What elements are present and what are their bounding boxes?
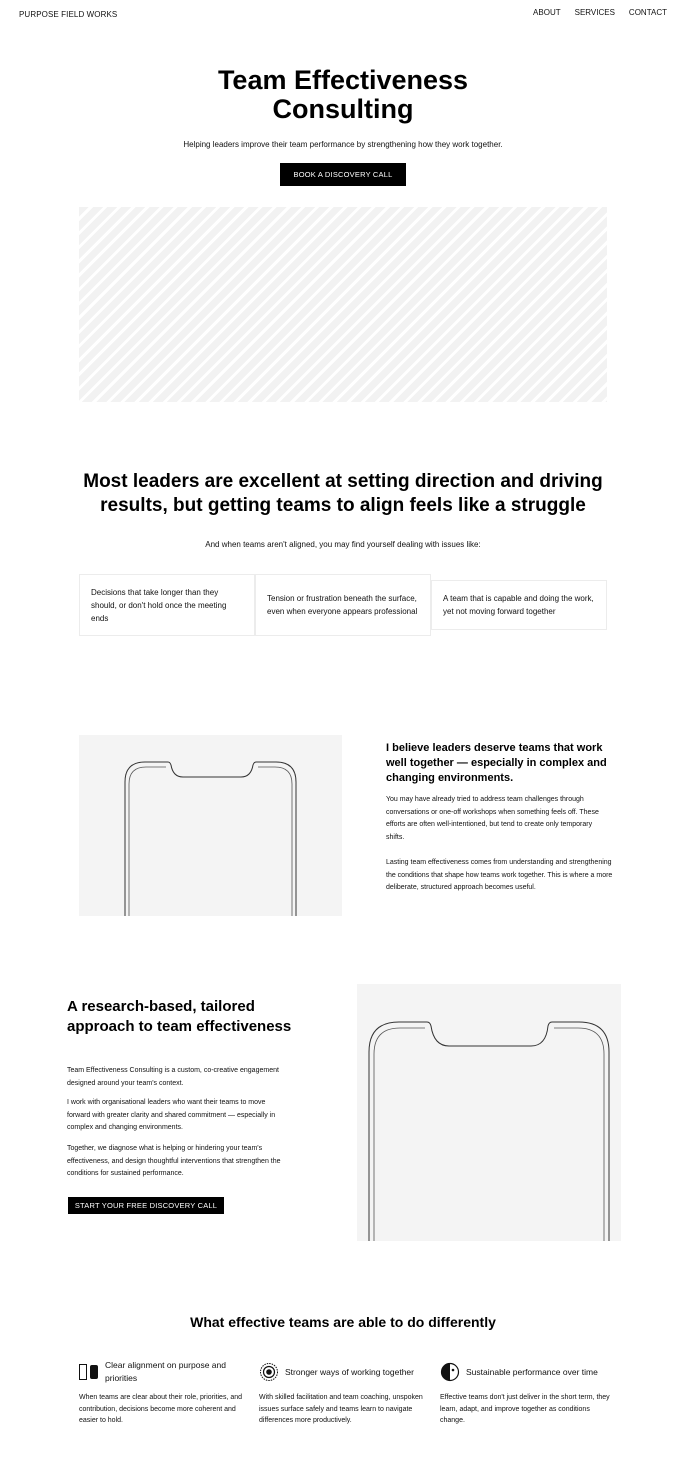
phone-mockup-image (79, 735, 342, 916)
alignment-icon (79, 1362, 99, 1382)
hero-title-line2: Consulting (272, 94, 414, 124)
belief-heading: I believe leaders deserve teams that work well together — especially in complex and changing environments. (386, 742, 607, 784)
phone-mockup-image (357, 984, 621, 1241)
phone-outline-icon (79, 735, 342, 916)
issue-card-text: Decisions that take longer than they should, or don't hold once the meeting ends (91, 587, 227, 623)
brand-logo[interactable]: PURPOSE FIELD WORKS (19, 10, 118, 19)
feature-header (79, 1358, 254, 1386)
belief-paragraph-2: Lasting team effectiveness comes from understanding and strengthening the conditions that shape how teams work together. This is where a more deliberate, structured approach becomes useful. (386, 859, 613, 892)
approach-paragraph-1: Team Effectiveness Consulting is a custom, co-creative engagement designed around your team's context. (67, 1067, 279, 1087)
issue-card (79, 574, 255, 636)
feature-item (259, 1358, 434, 1427)
hero-subtitle: Helping leaders improve their team performance by strengthening how they work together. (183, 140, 503, 149)
feature-description: With skilled facilitation and team coaching, unspoken issues surface safely and teams learn to navigate differences more productively. (259, 1394, 423, 1424)
issue-card-text: Tension or frustration beneath the surface, even when everyone appears professional (267, 594, 418, 616)
start-discovery-call-button[interactable]: START YOUR FREE DISCOVERY CALL (68, 1197, 224, 1214)
feature-description: Effective teams don't just deliver in the short term, they learn, adapt, and improve together as conditions change. (440, 1394, 610, 1424)
top-nav (0, 0, 686, 28)
issue-card-text: A team that is capable and doing the work, yet not moving forward together (443, 594, 594, 616)
nav-links (533, 8, 667, 17)
approach-paragraph-3: Together, we diagnose what is helping or hindering your team's effectiveness, and design thoughtful interventions that strengthen the conditions for sustained performance. (67, 1145, 281, 1178)
feature-item (440, 1358, 615, 1427)
feature-description: When teams are clear about their role, priorities, and contribution, decisions become more coherent and easier to hold. (79, 1394, 243, 1424)
book-discovery-call-button[interactable]: BOOK A DISCOVERY CALL (280, 163, 406, 186)
feature-title: Clear alignment on purpose and priorities (105, 1360, 226, 1383)
phone-outline-icon (357, 984, 621, 1241)
feature-item (79, 1358, 254, 1427)
nav-link-contact[interactable]: CONTACT (628, 8, 667, 17)
approach-paragraph-2: I work with organisational leaders who want their teams to move forward with greater clarity and shared commitment — especially in complex and changing environments. (67, 1099, 276, 1132)
issue-card (431, 580, 607, 630)
feature-header (259, 1358, 434, 1386)
hero-image-placeholder (79, 207, 607, 402)
nav-link-services[interactable]: SERVICES (574, 8, 615, 17)
hero-title (0, 66, 686, 124)
target-icon (259, 1362, 279, 1382)
feature-title: Sustainable performance over time (466, 1366, 598, 1377)
effective-teams-heading: What effective teams are able to do differently (190, 1314, 496, 1330)
issue-card (255, 574, 431, 636)
hero-title-line1: Team Effectiveness (217, 65, 469, 95)
approach-heading: A research-based, tailored approach to team effectiveness (67, 998, 292, 1035)
belief-paragraph-1: You may have already tried to address team challenges through conversations or one-off workshops when something feels off. These efforts are often well-intentioned, but tend to create only temporary shifts. (386, 796, 599, 842)
feature-title: Stronger ways of working together (285, 1366, 414, 1377)
nav-link-about[interactable]: ABOUT (533, 8, 561, 17)
feature-header (440, 1358, 615, 1386)
problem-heading: Most leaders are excellent at setting direction and driving results, but getting teams to align feels like a struggle (83, 471, 603, 516)
half-circle-icon (440, 1362, 460, 1382)
problem-subtitle: And when teams aren't aligned, you may find yourself dealing with issues like: (205, 540, 481, 549)
